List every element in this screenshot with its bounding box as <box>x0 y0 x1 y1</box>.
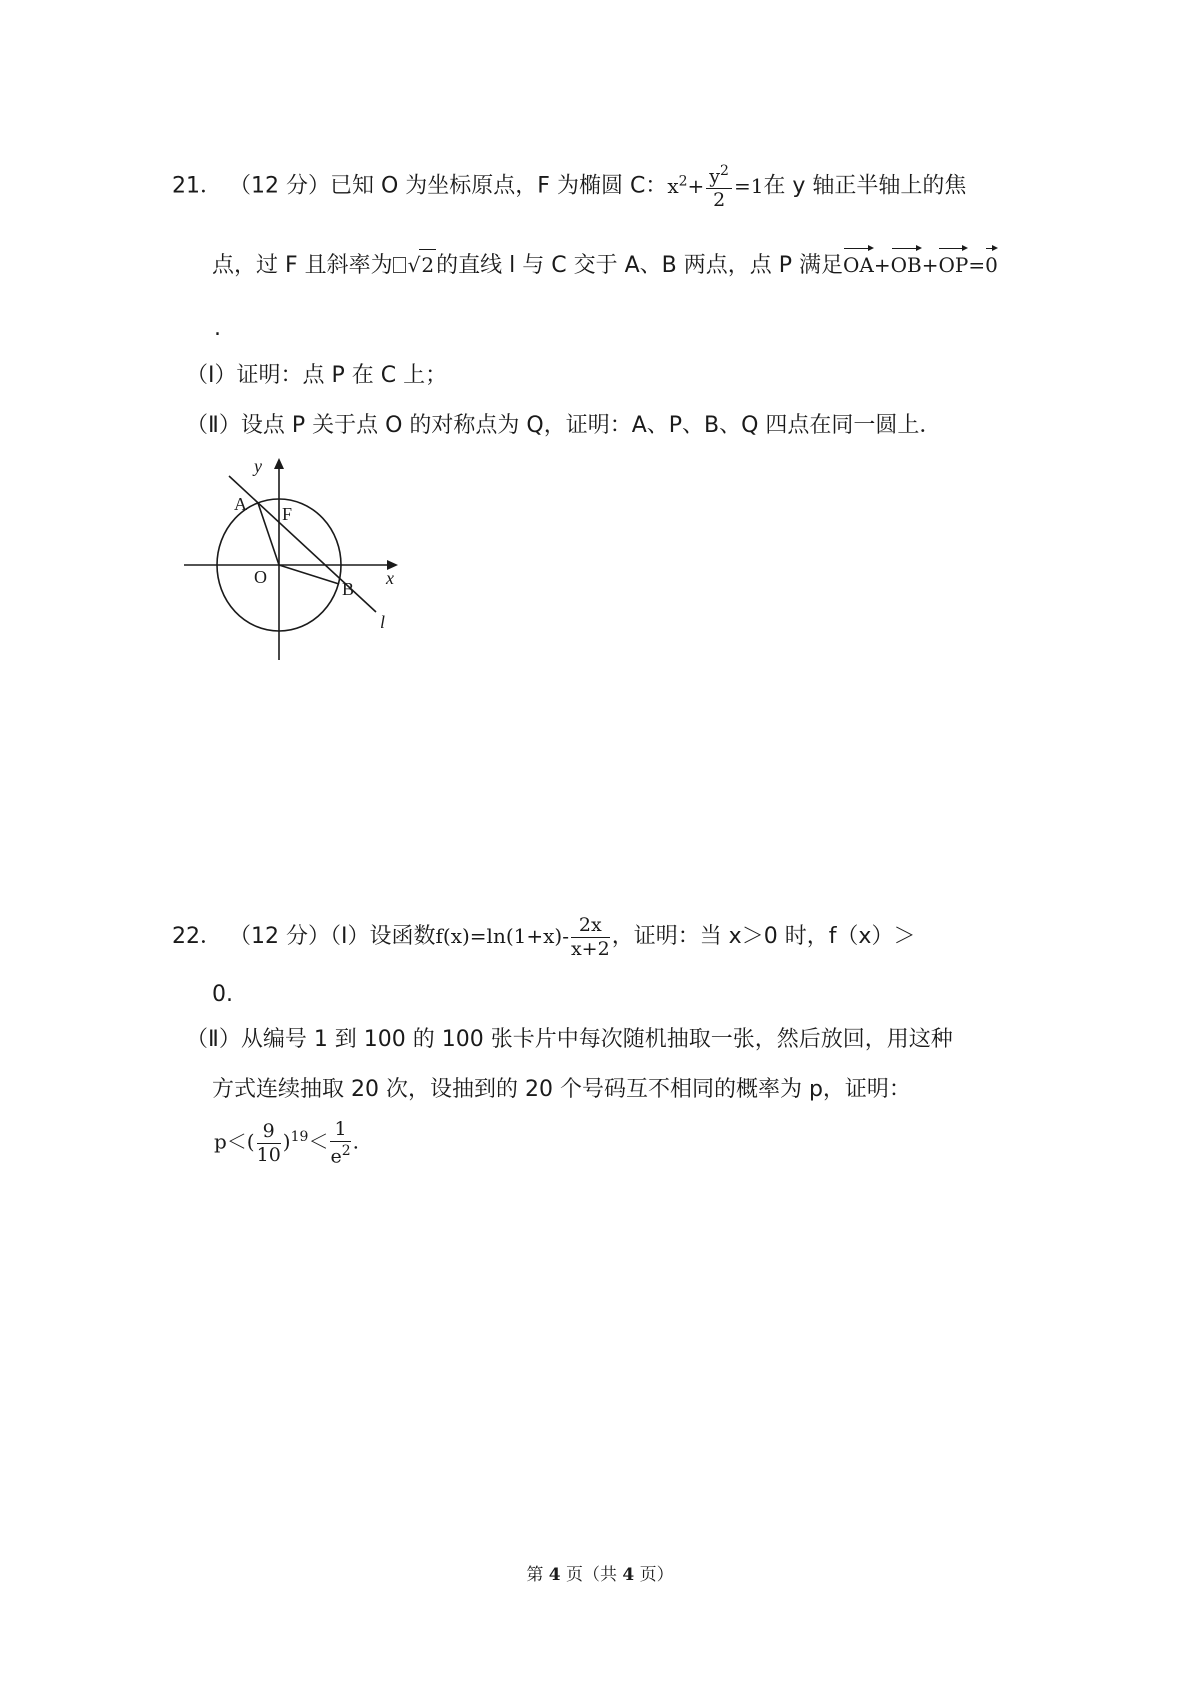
ineq-fraction-1 <box>256 1119 281 1166</box>
eq-num-exp: 2 <box>720 163 729 179</box>
ellipse-equation <box>667 163 764 212</box>
label-f: F <box>282 504 293 524</box>
vector-ob: OB <box>891 244 922 280</box>
vector-equation <box>843 253 998 277</box>
q21-period: . <box>214 316 221 341</box>
ineq-end: . <box>352 1129 359 1154</box>
eq-x-exp: 2 <box>678 173 688 190</box>
ineq-den2-exp: 2 <box>341 1143 351 1159</box>
label-l: l <box>380 612 386 632</box>
ineq-den2 <box>330 1142 350 1166</box>
eq-rhs: =1 <box>733 173 764 198</box>
eq-num: y <box>709 165 721 188</box>
ineq-num2: 1 <box>330 1120 350 1142</box>
q21-part2: （Ⅱ）设点 P 关于点 O 的对称点为 Q，证明：A、P、B、Q 四点在同一圆上． <box>186 413 942 438</box>
label-x: x <box>386 568 394 588</box>
ineq-den: 10 <box>256 1143 281 1166</box>
eq-fraction <box>706 164 732 210</box>
q22-line1 <box>172 916 915 959</box>
f-fraction <box>571 916 610 959</box>
ineq-p: p＜( <box>214 1129 255 1154</box>
y-axis-arrow-icon <box>274 458 284 469</box>
segment-ob <box>279 565 339 584</box>
q22-part1-b: ，证明：当 x＞0 时，f（x）＞ <box>611 924 916 949</box>
vector-zero: 0 <box>985 244 998 280</box>
eq-plus: + <box>687 173 705 198</box>
f-lhs: f(x)=ln(1+x)- <box>435 924 569 948</box>
footer-page-number: 4 <box>548 1565 561 1585</box>
ineq-lt: ＜ <box>308 1129 329 1154</box>
eq-x: x <box>667 173 679 198</box>
q21-stem-d: 的直线 l 与 C 交于 A、B 两点，点 P 满足 <box>436 253 843 278</box>
f-den: x+2 <box>570 938 610 960</box>
q22-part1-a: （Ⅰ）设函数 <box>330 924 436 949</box>
q22-number: 22． <box>172 924 222 949</box>
vec-plus-1: + <box>873 253 891 277</box>
q21-part1: （Ⅰ）证明：点 P 在 C 上； <box>186 363 448 388</box>
eq-den: 2 <box>713 189 726 212</box>
q21-stem-a: 已知 O 为坐标原点，F 为椭圆 C： <box>330 173 668 199</box>
footer-pre: 第 <box>526 1565 549 1585</box>
footer-post: 页） <box>634 1565 674 1585</box>
ineq-close: ) <box>282 1129 291 1154</box>
q22-part2-b: 方式连续抽取 20 次，设抽到的 20 个号码互不相同的概率为 p，证明： <box>212 1077 911 1102</box>
vector-oa: OA <box>843 244 874 280</box>
function-definition <box>435 914 612 960</box>
label-o: O <box>254 567 267 587</box>
ineq-den2-base: e <box>330 1145 342 1168</box>
footer-total-pages: 4 <box>622 1565 635 1585</box>
ineq-num: 9 <box>257 1122 281 1144</box>
vec-plus-2: + <box>921 253 939 277</box>
q21-stem-c: 点，过 F 且斜率为 <box>212 253 393 278</box>
q22-score: （12 分） <box>229 924 330 949</box>
vec-equals: = <box>968 253 986 277</box>
ellipse-figure <box>184 450 414 660</box>
q21-line2 <box>212 244 998 281</box>
sqrt-radicand: 2 <box>419 249 436 280</box>
label-a: A <box>234 494 247 514</box>
missing-glyph-icon <box>393 257 406 273</box>
q22-part1-c: 0. <box>212 982 233 1007</box>
label-y: y <box>254 456 262 476</box>
page-footer <box>0 1560 1200 1585</box>
q21-stem-b: 在 y 轴正半轴上的焦 <box>763 173 967 199</box>
label-b: B <box>342 579 355 599</box>
slope-value <box>408 253 436 277</box>
inequality <box>214 1120 359 1166</box>
q21-number: 21． <box>172 173 222 199</box>
q22-part2-a: （Ⅱ）从编号 1 到 100 的 100 张卡片中每次随机抽取一张，然后放回，用这种 <box>186 1027 953 1052</box>
f-num: 2x <box>571 916 610 938</box>
sqrt-icon: √ <box>407 253 421 277</box>
vector-op: OP <box>938 244 968 280</box>
ineq-exp: 19 <box>290 1129 309 1146</box>
ineq-fraction-2 <box>330 1120 350 1166</box>
q21-score: （12 分） <box>229 173 330 199</box>
q21-line1 <box>172 164 966 210</box>
footer-mid: 页（共 <box>560 1565 623 1585</box>
